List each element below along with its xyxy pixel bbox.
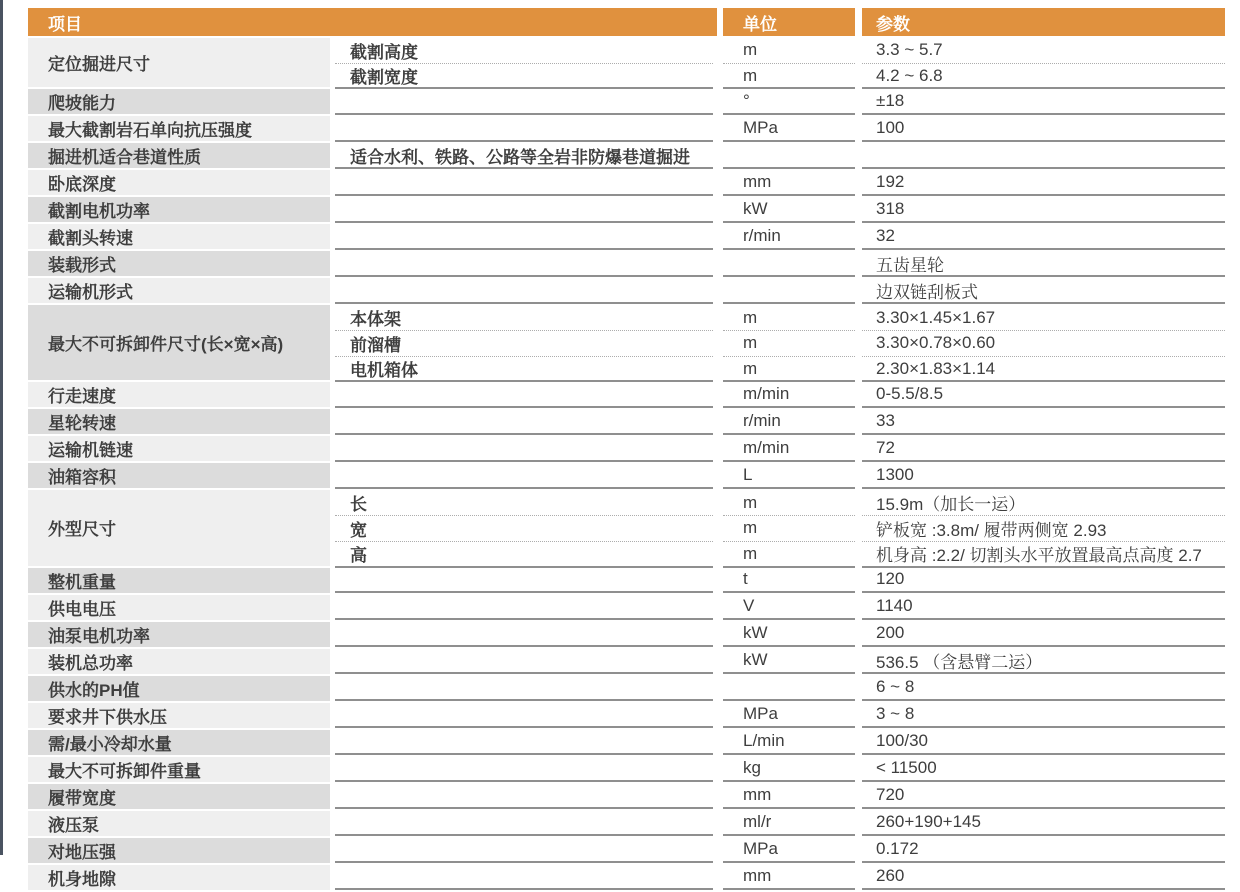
unit-cell: L/min xyxy=(723,730,855,756)
subitem-cell: 前溜槽 xyxy=(335,331,713,357)
item-label: 运输机链速 xyxy=(28,436,330,463)
subitem-cell xyxy=(335,382,713,408)
subitem-cell xyxy=(335,463,713,489)
item-label: 截割电机功率 xyxy=(28,197,330,224)
subitem-cell xyxy=(335,224,713,250)
unit-cell: m xyxy=(723,516,855,542)
item-label: 最大不可拆卸件尺寸(长×宽×高) xyxy=(28,305,330,382)
group-rows xyxy=(335,703,1225,730)
spec-row xyxy=(335,38,1225,64)
group-rows xyxy=(335,757,1225,784)
unit-cell: kW xyxy=(723,649,855,675)
page-edge-strip xyxy=(0,0,3,855)
spec-row xyxy=(335,595,1225,621)
subitem-cell: 截割宽度 xyxy=(335,64,713,90)
unit-cell: m xyxy=(723,542,855,568)
spec-group xyxy=(28,865,1225,892)
group-rows xyxy=(335,595,1225,622)
group-rows xyxy=(335,463,1225,490)
unit-cell: r/min xyxy=(723,409,855,435)
spec-group xyxy=(28,170,1225,197)
unit-cell: mm xyxy=(723,170,855,196)
spec-group xyxy=(28,676,1225,703)
spec-row xyxy=(335,490,1225,516)
spec-row xyxy=(335,224,1225,250)
subitem-cell xyxy=(335,251,713,277)
unit-cell: kW xyxy=(723,197,855,223)
group-rows xyxy=(335,224,1225,251)
value-cell: 100 xyxy=(862,116,1225,142)
spec-group xyxy=(28,490,1225,567)
spec-row xyxy=(335,516,1225,542)
unit-cell: kW xyxy=(723,622,855,648)
value-cell: 260+190+145 xyxy=(862,811,1225,837)
spec-row xyxy=(335,757,1225,783)
item-label: 供电电压 xyxy=(28,595,330,622)
spec-group xyxy=(28,568,1225,595)
group-rows xyxy=(335,197,1225,224)
item-label: 定位掘进尺寸 xyxy=(28,38,330,89)
group-rows xyxy=(335,170,1225,197)
subitem-cell xyxy=(335,409,713,435)
unit-cell xyxy=(723,278,855,304)
spec-group xyxy=(28,89,1225,116)
spec-row xyxy=(335,784,1225,810)
item-label: 卧底深度 xyxy=(28,170,330,197)
item-label: 最大截割岩石单向抗压强度 xyxy=(28,116,330,143)
subitem-cell xyxy=(335,278,713,304)
unit-cell: m xyxy=(723,38,855,64)
group-rows xyxy=(335,676,1225,703)
spec-group xyxy=(28,436,1225,463)
unit-cell: m/min xyxy=(723,382,855,408)
subitem-cell xyxy=(335,595,713,621)
value-cell: 120 xyxy=(862,568,1225,594)
value-cell: 3.30×0.78×0.60 xyxy=(862,331,1225,357)
item-label: 运输机形式 xyxy=(28,278,330,305)
subitem-cell: 宽 xyxy=(335,516,713,542)
unit-cell: V xyxy=(723,595,855,621)
spec-row xyxy=(335,838,1225,864)
unit-cell: mm xyxy=(723,865,855,891)
subitem-cell xyxy=(335,622,713,648)
unit-cell: m/min xyxy=(723,436,855,462)
item-label: 整机重量 xyxy=(28,568,330,595)
spec-row xyxy=(335,305,1225,331)
unit-cell: m xyxy=(723,305,855,331)
spec-row xyxy=(335,64,1225,90)
item-label: 掘进机适合巷道性质 xyxy=(28,143,330,170)
spec-row xyxy=(335,811,1225,837)
subitem-cell: 本体架 xyxy=(335,305,713,331)
value-cell: 3.3 ~ 5.7 xyxy=(862,38,1225,64)
value-cell: 32 xyxy=(862,224,1225,250)
group-rows xyxy=(335,305,1225,382)
value-cell: 15.9m（加长一运） xyxy=(862,490,1225,516)
unit-cell: m xyxy=(723,331,855,357)
group-rows xyxy=(335,436,1225,463)
value-cell: 1140 xyxy=(862,595,1225,621)
item-label: 最大不可拆卸件重量 xyxy=(28,757,330,784)
value-cell: 72 xyxy=(862,436,1225,462)
spec-group xyxy=(28,116,1225,143)
item-label: 履带宽度 xyxy=(28,784,330,811)
item-label: 外型尺寸 xyxy=(28,490,330,567)
item-label: 油箱容积 xyxy=(28,463,330,490)
value-cell xyxy=(862,143,1225,169)
spec-row xyxy=(335,278,1225,304)
value-cell: 33 xyxy=(862,409,1225,435)
item-label: 星轮转速 xyxy=(28,409,330,436)
unit-cell xyxy=(723,251,855,277)
spec-row xyxy=(335,116,1225,142)
spec-row xyxy=(335,730,1225,756)
spec-row xyxy=(335,676,1225,702)
spec-group xyxy=(28,730,1225,757)
table-body xyxy=(28,38,1225,892)
item-label: 液压泵 xyxy=(28,811,330,838)
group-rows xyxy=(335,278,1225,305)
unit-cell: r/min xyxy=(723,224,855,250)
subitem-cell xyxy=(335,784,713,810)
spec-group xyxy=(28,224,1225,251)
group-rows xyxy=(335,622,1225,649)
spec-row xyxy=(335,622,1225,648)
spec-group xyxy=(28,784,1225,811)
value-cell: 200 xyxy=(862,622,1225,648)
unit-cell: ml/r xyxy=(723,811,855,837)
spec-row xyxy=(335,143,1225,169)
spec-row xyxy=(335,382,1225,408)
spec-group xyxy=(28,251,1225,278)
unit-cell: MPa xyxy=(723,116,855,142)
subitem-cell xyxy=(335,865,713,891)
header-unit: 单位 xyxy=(723,8,855,36)
spec-row xyxy=(335,542,1225,568)
group-rows xyxy=(335,784,1225,811)
value-cell: 3 ~ 8 xyxy=(862,703,1225,729)
item-label: 需/最小冷却水量 xyxy=(28,730,330,757)
spec-row xyxy=(335,197,1225,223)
spec-group xyxy=(28,197,1225,224)
item-label: 截割头转速 xyxy=(28,224,330,251)
value-cell: 0.172 xyxy=(862,838,1225,864)
spec-row xyxy=(335,865,1225,891)
value-cell: 0-5.5/8.5 xyxy=(862,382,1225,408)
subitem-cell: 电机箱体 xyxy=(335,357,713,383)
spec-table xyxy=(28,8,1225,892)
value-cell: 6 ~ 8 xyxy=(862,676,1225,702)
value-cell: 3.30×1.45×1.67 xyxy=(862,305,1225,331)
spec-group xyxy=(28,382,1225,409)
group-rows xyxy=(335,116,1225,143)
group-rows xyxy=(335,811,1225,838)
unit-cell: m xyxy=(723,490,855,516)
spec-row xyxy=(335,436,1225,462)
group-rows xyxy=(335,38,1225,89)
unit-cell: L xyxy=(723,463,855,489)
spec-row xyxy=(335,251,1225,277)
spec-row xyxy=(335,463,1225,489)
subitem-cell: 适合水利、铁路、公路等全岩非防爆巷道掘进 xyxy=(335,143,713,169)
group-rows xyxy=(335,251,1225,278)
group-rows xyxy=(335,649,1225,676)
subitem-cell xyxy=(335,676,713,702)
spec-group xyxy=(28,703,1225,730)
value-cell: 机身高 :2.2/ 切割头水平放置最高点高度 2.7 xyxy=(862,542,1225,568)
unit-cell: mm xyxy=(723,784,855,810)
subitem-cell: 高 xyxy=(335,542,713,568)
spec-group xyxy=(28,811,1225,838)
subitem-cell xyxy=(335,811,713,837)
spec-row xyxy=(335,89,1225,115)
unit-cell: t xyxy=(723,568,855,594)
group-rows xyxy=(335,568,1225,595)
item-label: 爬坡能力 xyxy=(28,89,330,116)
subitem-cell xyxy=(335,838,713,864)
unit-cell: MPa xyxy=(723,838,855,864)
spec-row xyxy=(335,331,1225,357)
group-rows xyxy=(335,730,1225,757)
unit-cell xyxy=(723,676,855,702)
value-cell: 260 xyxy=(862,865,1225,891)
unit-cell: m xyxy=(723,64,855,90)
value-cell: 4.2 ~ 6.8 xyxy=(862,64,1225,90)
subitem-cell: 长 xyxy=(335,490,713,516)
group-rows xyxy=(335,490,1225,567)
spec-group xyxy=(28,143,1225,170)
unit-cell: ° xyxy=(723,89,855,115)
header-value: 参数 xyxy=(862,8,1225,36)
spec-group xyxy=(28,595,1225,622)
subitem-cell xyxy=(335,649,713,675)
spec-group xyxy=(28,649,1225,676)
spec-row xyxy=(335,170,1225,196)
item-label: 装机总功率 xyxy=(28,649,330,676)
group-rows xyxy=(335,409,1225,436)
item-label: 要求井下供水压 xyxy=(28,703,330,730)
item-label: 机身地隙 xyxy=(28,865,330,892)
spec-group xyxy=(28,622,1225,649)
subitem-cell: 截割高度 xyxy=(335,38,713,64)
subitem-cell xyxy=(335,436,713,462)
subitem-cell xyxy=(335,89,713,115)
group-rows xyxy=(335,382,1225,409)
group-rows xyxy=(335,838,1225,865)
item-label: 油泵电机功率 xyxy=(28,622,330,649)
subitem-cell xyxy=(335,170,713,196)
unit-cell: kg xyxy=(723,757,855,783)
subitem-cell xyxy=(335,116,713,142)
subitem-cell xyxy=(335,757,713,783)
spec-group xyxy=(28,38,1225,89)
subitem-cell xyxy=(335,568,713,594)
spec-row xyxy=(335,568,1225,594)
item-label: 供水的PH值 xyxy=(28,676,330,703)
spec-group xyxy=(28,409,1225,436)
spec-row xyxy=(335,703,1225,729)
subitem-cell xyxy=(335,730,713,756)
spec-group xyxy=(28,305,1225,382)
spec-group xyxy=(28,757,1225,784)
value-cell: 720 xyxy=(862,784,1225,810)
spec-group xyxy=(28,838,1225,865)
value-cell: 五齿星轮 xyxy=(862,251,1225,277)
value-cell: 铲板宽 :3.8m/ 履带两侧宽 2.93 xyxy=(862,516,1225,542)
header-item: 项目 xyxy=(28,8,717,36)
value-cell: 边双链刮板式 xyxy=(862,278,1225,304)
spec-group xyxy=(28,463,1225,490)
value-cell: ±18 xyxy=(862,89,1225,115)
spec-group xyxy=(28,278,1225,305)
value-cell: 536.5 （含悬臂二运） xyxy=(862,649,1225,675)
value-cell: 318 xyxy=(862,197,1225,223)
spec-row xyxy=(335,357,1225,383)
group-rows xyxy=(335,865,1225,892)
item-label: 对地压强 xyxy=(28,838,330,865)
subitem-cell xyxy=(335,703,713,729)
item-label: 行走速度 xyxy=(28,382,330,409)
value-cell: 100/30 xyxy=(862,730,1225,756)
spec-row xyxy=(335,649,1225,675)
item-label: 装载形式 xyxy=(28,251,330,278)
unit-cell: MPa xyxy=(723,703,855,729)
unit-cell xyxy=(723,143,855,169)
unit-cell: m xyxy=(723,357,855,383)
subitem-cell xyxy=(335,197,713,223)
value-cell: 2.30×1.83×1.14 xyxy=(862,357,1225,383)
value-cell: 1300 xyxy=(862,463,1225,489)
group-rows xyxy=(335,143,1225,170)
value-cell: < 11500 xyxy=(862,757,1225,783)
group-rows xyxy=(335,89,1225,116)
value-cell: 192 xyxy=(862,170,1225,196)
spec-row xyxy=(335,409,1225,435)
table-header xyxy=(28,8,1225,36)
